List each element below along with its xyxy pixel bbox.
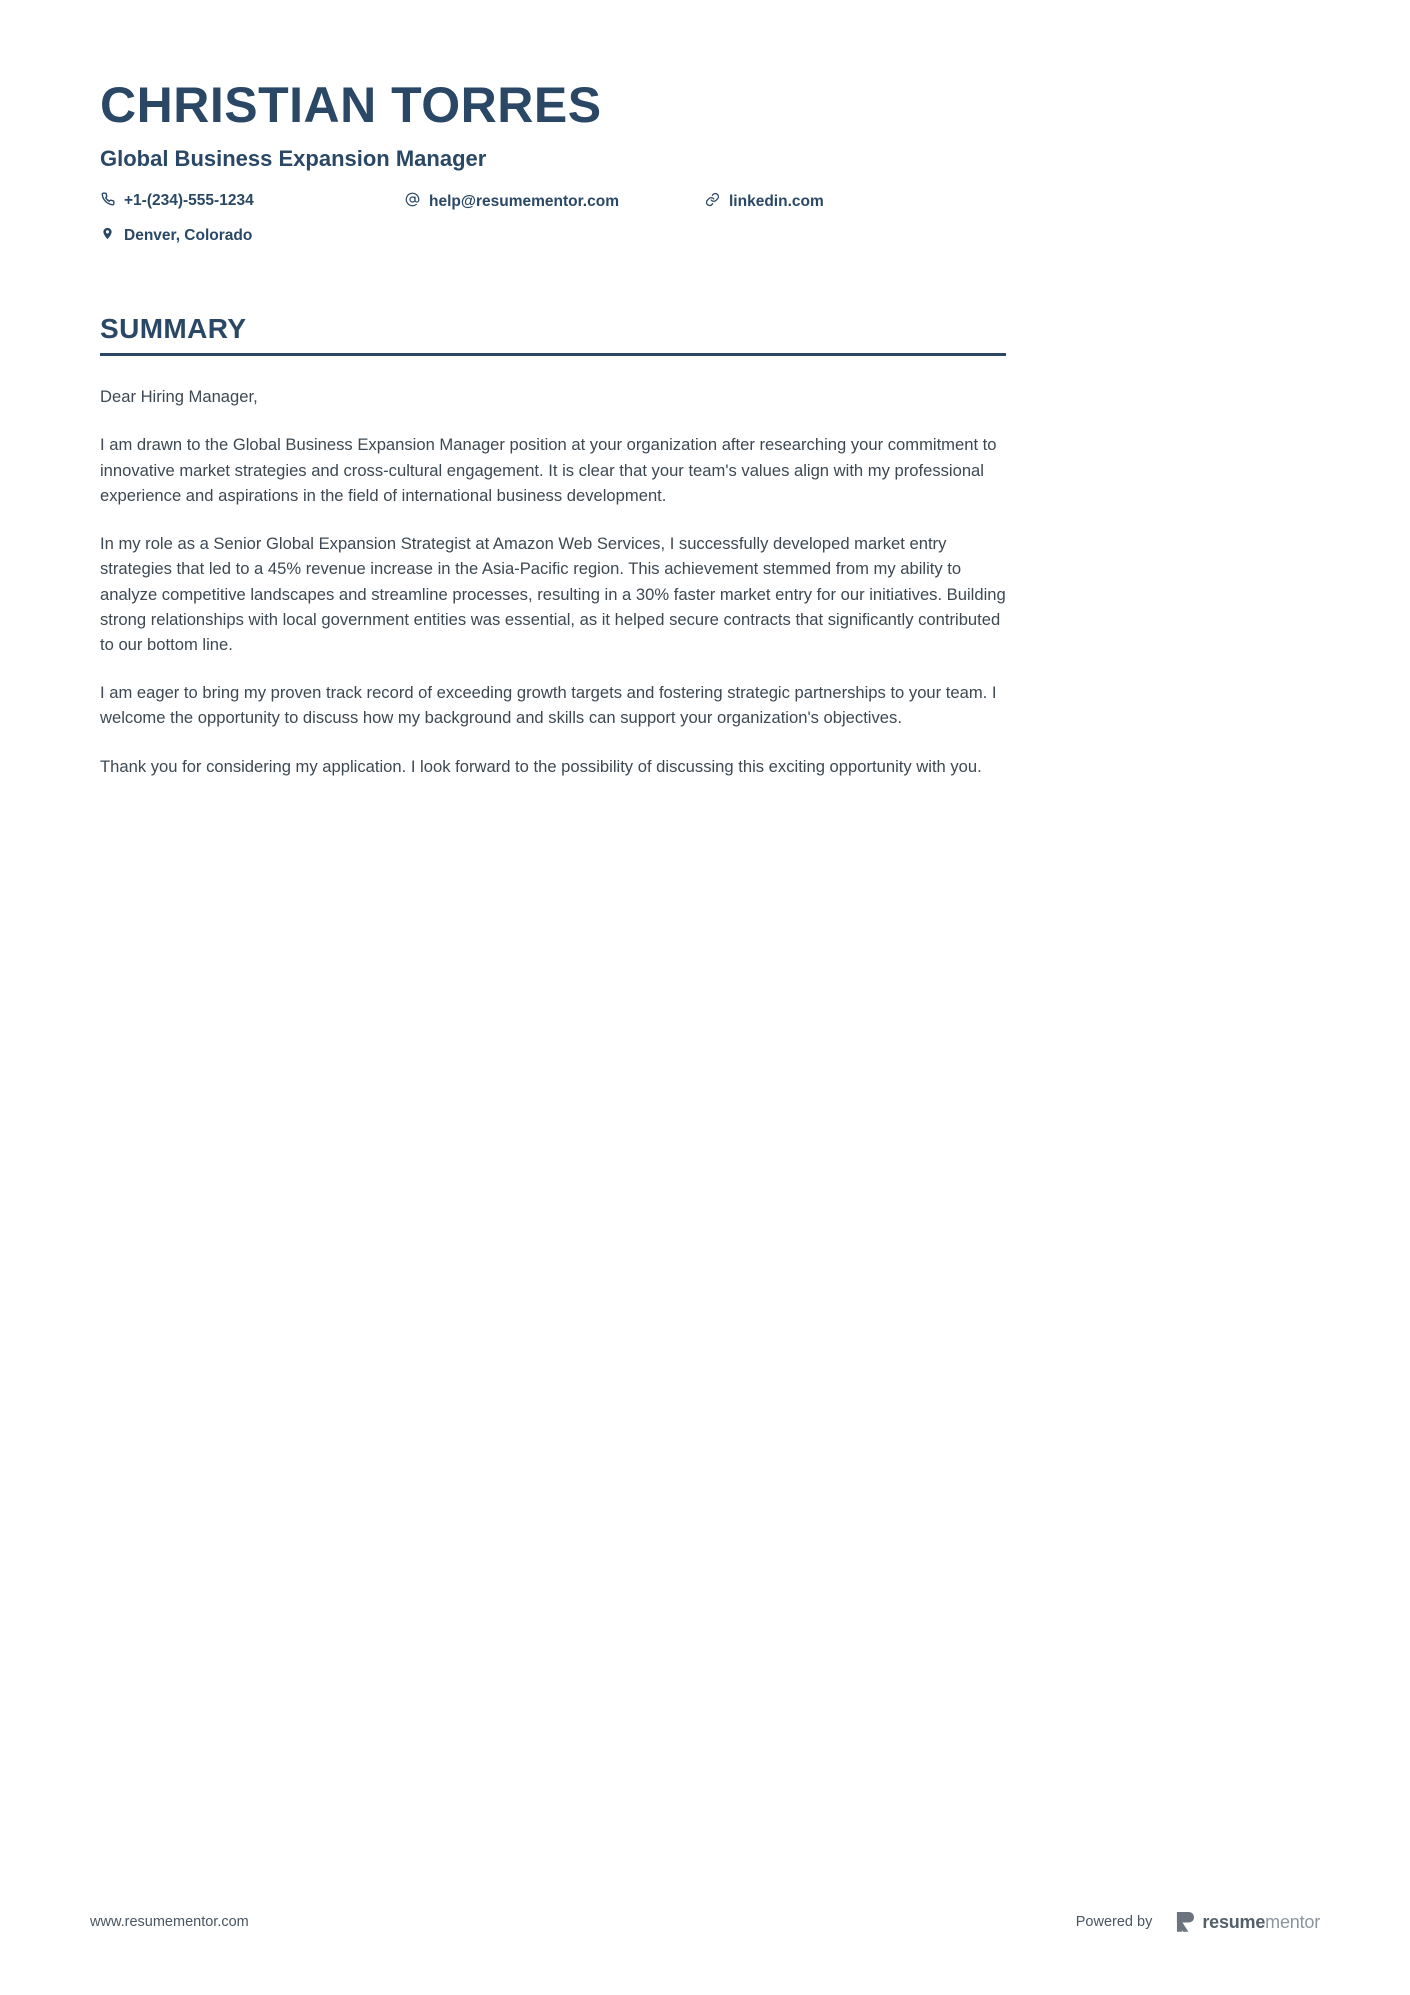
contact-linkedin[interactable] (705, 191, 890, 210)
letter-paragraph: I am eager to bring my proven track record of exceeding growth targets and fostering strategic partnerships to your team. I welcome the opportunity to discuss how my background and skills can support your organization's objectives. (100, 683, 997, 728)
contact-phone-value: +1-(234)-555-1234 (124, 192, 254, 210)
section-divider (100, 353, 1006, 356)
at-sign-icon (405, 192, 420, 207)
page-footer (90, 1911, 1320, 1933)
resumementor-mark-icon (1176, 1911, 1195, 1933)
letter-paragraph: I am drawn to the Global Business Expansion Manager position at your organization after researching your commitment to innovative market strategies and cross-cultural engagement. It is clear that your team's values align with my professional experience and aspirations in the field of international business development. (100, 435, 997, 505)
phone-icon (100, 192, 115, 206)
brand-name-light: mentor (1265, 1912, 1320, 1932)
brand-name-bold: resume (1202, 1912, 1266, 1932)
resumementor-logo[interactable] (1176, 1911, 1320, 1933)
contact-location[interactable] (100, 225, 405, 244)
map-pin-icon (100, 226, 115, 241)
letter-paragraph: In my role as a Senior Global Expansion Strategist at Amazon Web Services, I successfully developed market entry strategies that led to a 45% revenue increase in the Asia-Pacific region. This achievement stemmed from my ability to analyze competitive landscapes and streamline processes, resulting in a 30% faster market entry for our initiatives. Building strong relationships with local government entities was essential, as it helped secure contracts that significantly contributed to our bottom line. (100, 534, 1006, 654)
link-icon (705, 192, 720, 207)
letter-body (100, 384, 1006, 779)
summary-section (100, 314, 1006, 778)
contact-email-value: help@resumementor.com (429, 193, 619, 211)
candidate-name: CHRISTIAN TORRES (100, 77, 602, 133)
contact-linkedin-value: linkedin.com (729, 193, 824, 211)
letter-closing: Thank you for considering my application. I look forward to the possibility of discussing this exciting opportunity with you. (100, 756, 982, 776)
candidate-job-title: Global Business Expansion Manager (100, 146, 487, 171)
letter-salutation: Dear Hiring Manager, (100, 387, 258, 407)
document-header (100, 0, 1006, 258)
contact-location-value: Denver, Colorado (124, 226, 253, 244)
summary-section-title: SUMMARY (100, 313, 247, 345)
contact-phone[interactable] (100, 191, 405, 210)
footer-website-url[interactable]: www.resumementor.com (90, 1913, 249, 1930)
resumementor-wordmark (1202, 1913, 1320, 1931)
contact-info (100, 191, 890, 258)
powered-by-label: Powered by (1075, 1913, 1153, 1930)
footer-branding (1076, 1911, 1320, 1933)
contact-email[interactable] (405, 191, 705, 210)
page-content (100, 0, 1006, 779)
